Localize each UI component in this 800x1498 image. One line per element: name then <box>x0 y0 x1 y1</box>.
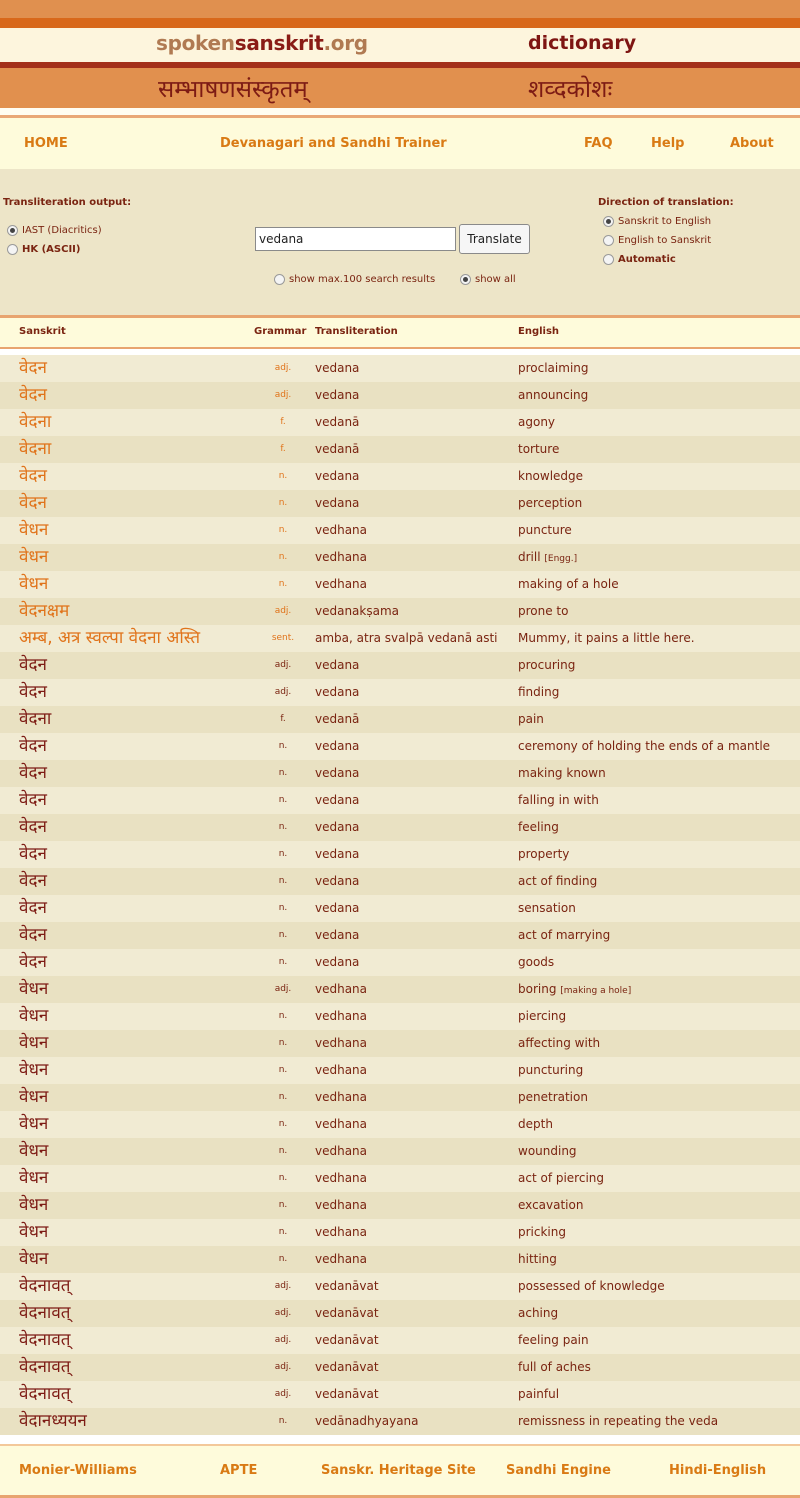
grammar-cell: adj. <box>274 606 292 616</box>
sanskrit-word-link[interactable]: वेदना <box>19 709 52 729</box>
english-cell <box>518 1273 665 1300</box>
sanskrit-word-link[interactable]: वेदन <box>19 736 47 756</box>
header-gap <box>0 108 800 115</box>
grammar-cell: f. <box>280 417 286 427</box>
transliteration-cell: vedana <box>315 955 360 969</box>
transliteration-cell: vedana <box>315 874 360 888</box>
table-row <box>0 1057 800 1084</box>
table-row <box>0 1300 800 1327</box>
english-meaning: piercing <box>518 1009 567 1023</box>
grammar-cell: n. <box>278 552 288 562</box>
sanskrit-word-link[interactable]: वेधन <box>19 1087 49 1107</box>
grammar-cell: n. <box>278 1254 288 1264</box>
english-meaning: penetration <box>518 1090 588 1104</box>
transliteration-cell: vedānadhyayana <box>315 1414 419 1428</box>
sanskrit-word-link[interactable]: वेदनावत् <box>19 1330 71 1350</box>
sanskrit-word-link[interactable]: वेधन <box>19 1141 49 1161</box>
site-logo-link[interactable] <box>156 31 368 55</box>
direction-label: Direction of translation: <box>598 197 734 208</box>
iast-option[interactable] <box>7 225 102 236</box>
transliteration-cell: vedanā <box>315 712 360 726</box>
sanskrit-word-link[interactable]: वेदन <box>19 466 47 486</box>
transliteration-cell: vedana <box>315 820 360 834</box>
grammar-cell: n. <box>278 795 288 805</box>
header-devanagari-row <box>0 68 800 108</box>
grammar-cell: sent. <box>271 633 295 643</box>
transliteration-cell: vedanā <box>315 415 360 429</box>
english-meaning: falling in with <box>518 793 599 807</box>
table-row <box>0 733 800 760</box>
transliteration-cell: vedanakṣama <box>315 604 400 618</box>
sanskrit-word-link[interactable]: वेधन <box>19 1249 49 1269</box>
show-all-radio[interactable] <box>460 274 471 285</box>
hk-option[interactable] <box>7 244 80 255</box>
transliteration-cell: vedhana <box>315 1036 368 1050</box>
english-cell <box>518 733 770 760</box>
grammar-cell: n. <box>278 741 288 751</box>
transliteration-output-label: Transliteration output: <box>3 197 132 208</box>
transliteration-cell: vedanāvat <box>315 1306 379 1320</box>
grammar-cell: n. <box>278 930 288 940</box>
english-cell <box>518 706 544 733</box>
grammar-cell: n. <box>278 525 288 535</box>
english-meaning: property <box>518 847 570 861</box>
grammar-cell: adj. <box>274 390 292 400</box>
english-meaning: affecting with <box>518 1036 601 1050</box>
sanskrit-word-link[interactable]: वेदनावत् <box>19 1303 71 1323</box>
english-meaning: act of piercing <box>518 1171 605 1185</box>
transliteration-cell: vedhana <box>315 1171 368 1185</box>
hk-radio[interactable] <box>7 244 18 255</box>
transliteration-cell: vedana <box>315 928 360 942</box>
col-sanskrit: Sanskrit <box>19 326 66 337</box>
dir-auto-radio[interactable] <box>603 254 614 265</box>
english-meaning: torture <box>518 442 560 456</box>
transliteration-cell: vedana <box>315 469 360 483</box>
transliteration-cell: vedana <box>315 685 360 699</box>
english-cell <box>518 382 588 409</box>
english-cell <box>518 787 599 814</box>
search-panel <box>0 169 800 315</box>
sanskrit-word-link[interactable]: वेदन <box>19 844 47 864</box>
dir-skt-en-radio[interactable] <box>603 216 614 227</box>
show-all-label: show all <box>475 274 516 285</box>
grammar-cell: adj. <box>274 1281 292 1291</box>
grammar-cell: n. <box>278 1146 288 1156</box>
sanskrit-word-link[interactable]: वेदन <box>19 817 47 837</box>
sanskrit-word-link[interactable]: वेदनावत् <box>19 1276 71 1296</box>
nav-help-link[interactable]: Help <box>651 136 685 151</box>
grammar-cell: adj. <box>274 1362 292 1372</box>
transliteration-cell: vedana <box>315 847 360 861</box>
sanskrit-word-link[interactable]: वेदन <box>19 925 47 945</box>
english-cell <box>518 841 569 868</box>
grammar-cell: f. <box>280 714 286 724</box>
transliteration-cell: vedhana <box>315 550 368 564</box>
dir-en-skt-label: English to Sanskrit <box>618 235 712 246</box>
english-meaning: sensation <box>518 901 576 915</box>
sanskrit-word-link[interactable]: वेधन <box>19 520 49 540</box>
col-transliteration: Transliteration <box>315 326 398 337</box>
table-row <box>0 679 800 706</box>
grammar-cell: n. <box>278 1173 288 1183</box>
table-row <box>0 706 800 733</box>
table-row <box>0 598 800 625</box>
english-cell <box>518 1111 553 1138</box>
english-meaning: announcing <box>518 388 589 402</box>
english-meaning: making known <box>518 766 606 780</box>
table-row <box>0 625 800 652</box>
english-meaning: puncturing <box>518 1063 584 1077</box>
table-row <box>0 922 800 949</box>
english-cell <box>518 544 577 571</box>
transliteration-cell: vedanāvat <box>315 1279 379 1293</box>
grammar-cell: f. <box>280 444 286 454</box>
english-cell <box>518 679 559 706</box>
table-row <box>0 1192 800 1219</box>
english-meaning: feeling pain <box>518 1333 589 1347</box>
sanskrit-word-link[interactable]: वेदन <box>19 493 47 513</box>
english-meaning: procuring <box>518 658 576 672</box>
english-meaning: full of aches <box>518 1360 591 1374</box>
show-all-option[interactable] <box>460 274 516 285</box>
english-meaning: goods <box>518 955 555 969</box>
sanskrit-word-link[interactable]: अम्ब, अत्र स्वल्पा वेदना अस्ति <box>19 628 201 648</box>
english-cell <box>518 976 631 1003</box>
table-row <box>0 382 800 409</box>
iast-radio[interactable] <box>7 225 18 236</box>
english-meaning: possessed of knowledge <box>518 1279 665 1293</box>
english-meaning: boring <box>518 982 557 996</box>
grammar-cell: n. <box>278 1227 288 1237</box>
sanskrit-word-link[interactable]: वेदन <box>19 655 47 675</box>
english-meaning: puncture <box>518 523 572 537</box>
english-cell <box>518 1003 566 1030</box>
table-row <box>0 409 800 436</box>
results-table <box>0 355 800 1435</box>
grammar-cell: n. <box>278 1038 288 1048</box>
english-cell <box>518 436 559 463</box>
sanskrit-word-link[interactable]: वेदनक्षम <box>19 601 70 621</box>
english-cell <box>518 1354 591 1381</box>
table-row <box>0 463 800 490</box>
nav-trainer-link[interactable]: Devanagari and Sandhi Trainer <box>220 136 447 151</box>
grammar-cell: n. <box>278 1416 288 1426</box>
grammar-cell: n. <box>278 1011 288 1021</box>
sanskrit-word-link[interactable]: वेधन <box>19 1222 49 1242</box>
table-row <box>0 652 800 679</box>
col-grammar: Grammar <box>254 326 307 337</box>
sanskrit-word-link[interactable]: वेधन <box>19 1195 49 1215</box>
english-meaning: hitting <box>518 1252 557 1266</box>
sanskrit-word-link[interactable]: वेदन <box>19 898 47 918</box>
transliteration-cell: vedana <box>315 388 360 402</box>
english-meaning: feeling <box>518 820 559 834</box>
transliteration-cell: vedana <box>315 361 360 375</box>
sanskrit-word-link[interactable]: वेधन <box>19 1006 49 1026</box>
dir-skt-en-option[interactable] <box>603 216 711 227</box>
grammar-cell: n. <box>278 822 288 832</box>
english-cell <box>518 1381 559 1408</box>
table-row <box>0 517 800 544</box>
table-row <box>0 1381 800 1408</box>
sanskrit-word-link[interactable]: वेदन <box>19 358 47 378</box>
english-meaning: act of finding <box>518 874 598 888</box>
sanskrit-word-link[interactable]: वेदन <box>19 790 47 810</box>
english-cell <box>518 1192 583 1219</box>
sanskrit-word-link[interactable]: वेदन <box>19 385 47 405</box>
sanskrit-word-link[interactable]: वेदन <box>19 763 47 783</box>
dir-skt-en-label: Sanskrit to English <box>618 216 712 227</box>
grammar-cell: n. <box>278 768 288 778</box>
table-row <box>0 787 800 814</box>
grammar-cell: n. <box>278 498 288 508</box>
dir-en-skt-radio[interactable] <box>603 235 614 246</box>
english-cell <box>518 1327 589 1354</box>
transliteration-cell: vedana <box>315 793 360 807</box>
max-results-option[interactable] <box>274 274 435 285</box>
grammar-cell: n. <box>278 579 288 589</box>
main-nav <box>0 118 800 169</box>
sanskrit-word-link[interactable]: वेदनावत् <box>19 1357 71 1377</box>
dir-en-skt-option[interactable] <box>603 235 711 246</box>
table-row <box>0 490 800 517</box>
english-cell <box>518 895 576 922</box>
footer-heritage-link[interactable]: Sanskr. Heritage Site <box>321 1463 476 1478</box>
english-meaning: perception <box>518 496 583 510</box>
grammar-cell: adj. <box>274 1308 292 1318</box>
footer-hindi-link[interactable]: Hindi-English <box>669 1463 767 1478</box>
sanskrit-word-link[interactable]: वेदन <box>19 682 47 702</box>
english-cell <box>518 760 606 787</box>
english-cell <box>518 1084 588 1111</box>
sanskrit-word-link[interactable]: वेदन <box>19 952 47 972</box>
english-cell <box>518 463 583 490</box>
header-accent-band <box>0 18 800 28</box>
english-cell <box>518 517 572 544</box>
table-row <box>0 1084 800 1111</box>
sanskrit-word-link[interactable]: वेदन <box>19 871 47 891</box>
footer-monier-link[interactable]: Monier-Williams <box>19 1463 137 1478</box>
grammar-cell: n. <box>278 1200 288 1210</box>
english-meaning: remissness in repeating the veda <box>518 1414 719 1428</box>
sanskrit-word-link[interactable]: वेधन <box>19 979 49 999</box>
english-meaning: excavation <box>518 1198 584 1212</box>
transliteration-cell: vedana <box>315 766 360 780</box>
footer-nav <box>0 1446 800 1495</box>
english-meaning: pricking <box>518 1225 566 1239</box>
english-cell <box>518 1219 566 1246</box>
site-name-devanagari: सम्भाषणसंस्कृतम् <box>158 75 308 103</box>
english-cell <box>518 1030 600 1057</box>
transliteration-cell: vedhana <box>315 1063 368 1077</box>
grammar-cell: adj. <box>274 984 292 994</box>
transliteration-cell: vedhana <box>315 1117 368 1131</box>
transliteration-cell: vedhana <box>315 1225 368 1239</box>
table-header-divider <box>0 347 800 349</box>
table-row <box>0 544 800 571</box>
english-note: [making a hole] <box>560 986 632 996</box>
dictionary-devanagari: शव्दकोशः <box>528 75 613 103</box>
english-cell <box>518 652 575 679</box>
table-row <box>0 949 800 976</box>
english-cell <box>518 1300 558 1327</box>
site-name-org: .org <box>323 31 368 55</box>
english-note: [Engg.] <box>544 554 578 564</box>
table-row <box>0 1219 800 1246</box>
nav-about-link[interactable]: About <box>730 136 774 151</box>
english-cell <box>518 922 610 949</box>
english-cell <box>518 598 568 625</box>
grammar-cell: adj. <box>274 1335 292 1345</box>
transliteration-cell: vedanāvat <box>315 1333 379 1347</box>
translate-button[interactable]: Translate <box>459 224 530 254</box>
sanskrit-word-link[interactable]: वेदना <box>19 439 52 459</box>
table-row <box>0 1354 800 1381</box>
english-cell <box>518 1165 604 1192</box>
sanskrit-word-link[interactable]: वेधन <box>19 574 49 594</box>
grammar-cell: adj. <box>274 1389 292 1399</box>
table-row <box>0 355 800 382</box>
transliteration-cell: vedhana <box>315 1144 368 1158</box>
english-meaning: knowledge <box>518 469 584 483</box>
english-meaning: pain <box>518 712 544 726</box>
transliteration-cell: vedanāvat <box>315 1387 379 1401</box>
col-english: English <box>518 326 560 337</box>
site-name-sanskrit: sanskrit <box>234 31 324 55</box>
transliteration-cell: vedhana <box>315 1252 368 1266</box>
english-cell <box>518 949 554 976</box>
english-meaning: making of a hole <box>518 577 619 591</box>
nav-home-link[interactable]: HOME <box>24 136 68 151</box>
transliteration-cell: vedanā <box>315 442 360 456</box>
header-title-row <box>0 28 800 62</box>
transliteration-cell: vedana <box>315 496 360 510</box>
transliteration-cell: vedhana <box>315 1198 368 1212</box>
footer-sandhi-link[interactable]: Sandhi Engine <box>506 1463 611 1478</box>
grammar-cell: n. <box>278 957 288 967</box>
transliteration-cell: vedana <box>315 901 360 915</box>
table-row <box>0 1165 800 1192</box>
english-cell <box>518 1138 577 1165</box>
max-results-label: show max.100 search results <box>289 274 436 285</box>
english-cell <box>518 409 555 436</box>
english-cell <box>518 625 695 652</box>
sanskrit-word-link[interactable]: वेधन <box>19 1168 49 1188</box>
max-results-radio[interactable] <box>274 274 285 285</box>
table-row <box>0 571 800 598</box>
dictionary-label: dictionary <box>528 32 637 54</box>
table-row <box>0 1111 800 1138</box>
english-cell <box>518 814 559 841</box>
sanskrit-word-link[interactable]: वेधन <box>19 547 49 567</box>
table-row <box>0 1003 800 1030</box>
english-cell <box>518 571 619 598</box>
transliteration-cell: vedhana <box>315 1009 368 1023</box>
table-row <box>0 1030 800 1057</box>
sanskrit-word-link[interactable]: वेदानध्ययन <box>19 1411 87 1431</box>
table-row <box>0 895 800 922</box>
english-cell <box>518 1246 557 1273</box>
table-row <box>0 841 800 868</box>
table-row <box>0 1327 800 1354</box>
footer-apte-link[interactable]: APTE <box>220 1463 258 1478</box>
table-row <box>0 436 800 463</box>
english-meaning: wounding <box>518 1144 577 1158</box>
sanskrit-word-link[interactable]: वेधन <box>19 1033 49 1053</box>
grammar-cell: adj. <box>274 660 292 670</box>
dir-auto-label: Automatic <box>618 254 676 265</box>
sanskrit-word-link[interactable]: वेधन <box>19 1114 49 1134</box>
site-name-spoken: spoken <box>156 31 235 55</box>
english-meaning: proclaiming <box>518 361 589 375</box>
english-meaning: ceremony of holding the ends of a mantle <box>518 739 771 753</box>
transliteration-cell: vedhana <box>315 523 368 537</box>
english-cell <box>518 1057 583 1084</box>
sanskrit-word-link[interactable]: वेदना <box>19 412 52 432</box>
nav-faq-link[interactable]: FAQ <box>584 136 613 151</box>
grammar-cell: n. <box>278 1065 288 1075</box>
grammar-cell: adj. <box>274 687 292 697</box>
english-meaning: finding <box>518 685 560 699</box>
english-cell <box>518 490 582 517</box>
table-row <box>0 976 800 1003</box>
english-cell <box>518 355 589 382</box>
transliteration-cell: vedhana <box>315 982 368 996</box>
iast-label: IAST (Diacritics) <box>22 225 102 236</box>
transliteration-cell: vedana <box>315 658 360 672</box>
sanskrit-word-link[interactable]: वेदनावत् <box>19 1384 71 1404</box>
sanskrit-word-link[interactable]: वेधन <box>19 1060 49 1080</box>
grammar-cell: adj. <box>274 363 292 373</box>
transliteration-cell: amba, atra svalpā vedanā asti <box>315 631 498 645</box>
grammar-cell: n. <box>278 471 288 481</box>
english-meaning: drill <box>518 550 541 564</box>
header-top-band <box>0 0 800 18</box>
english-meaning: aching <box>518 1306 559 1320</box>
table-row <box>0 1408 800 1435</box>
english-cell <box>518 1408 718 1435</box>
transliteration-cell: vedana <box>315 739 360 753</box>
grammar-cell: n. <box>278 849 288 859</box>
english-meaning: painful <box>518 1387 560 1401</box>
grammar-cell: n. <box>278 876 288 886</box>
transliteration-cell: vedhana <box>315 577 368 591</box>
table-row <box>0 1138 800 1165</box>
table-row <box>0 1273 800 1300</box>
dir-auto-option[interactable] <box>603 254 676 265</box>
hk-label: HK (ASCII) <box>22 244 81 255</box>
table-row <box>0 814 800 841</box>
search-input[interactable] <box>255 227 456 251</box>
table-row <box>0 868 800 895</box>
grammar-cell: n. <box>278 1092 288 1102</box>
grammar-cell: n. <box>278 1119 288 1129</box>
table-row <box>0 760 800 787</box>
grammar-cell: n. <box>278 903 288 913</box>
english-meaning: agony <box>518 415 556 429</box>
transliteration-cell: vedanāvat <box>315 1360 379 1374</box>
english-cell <box>518 868 597 895</box>
english-meaning: act of marrying <box>518 928 611 942</box>
english-meaning: depth <box>518 1117 553 1131</box>
table-row <box>0 1246 800 1273</box>
english-meaning: Mummy, it pains a little here. <box>518 631 695 645</box>
table-header <box>0 318 800 347</box>
english-meaning: prone to <box>518 604 569 618</box>
transliteration-cell: vedhana <box>315 1090 368 1104</box>
